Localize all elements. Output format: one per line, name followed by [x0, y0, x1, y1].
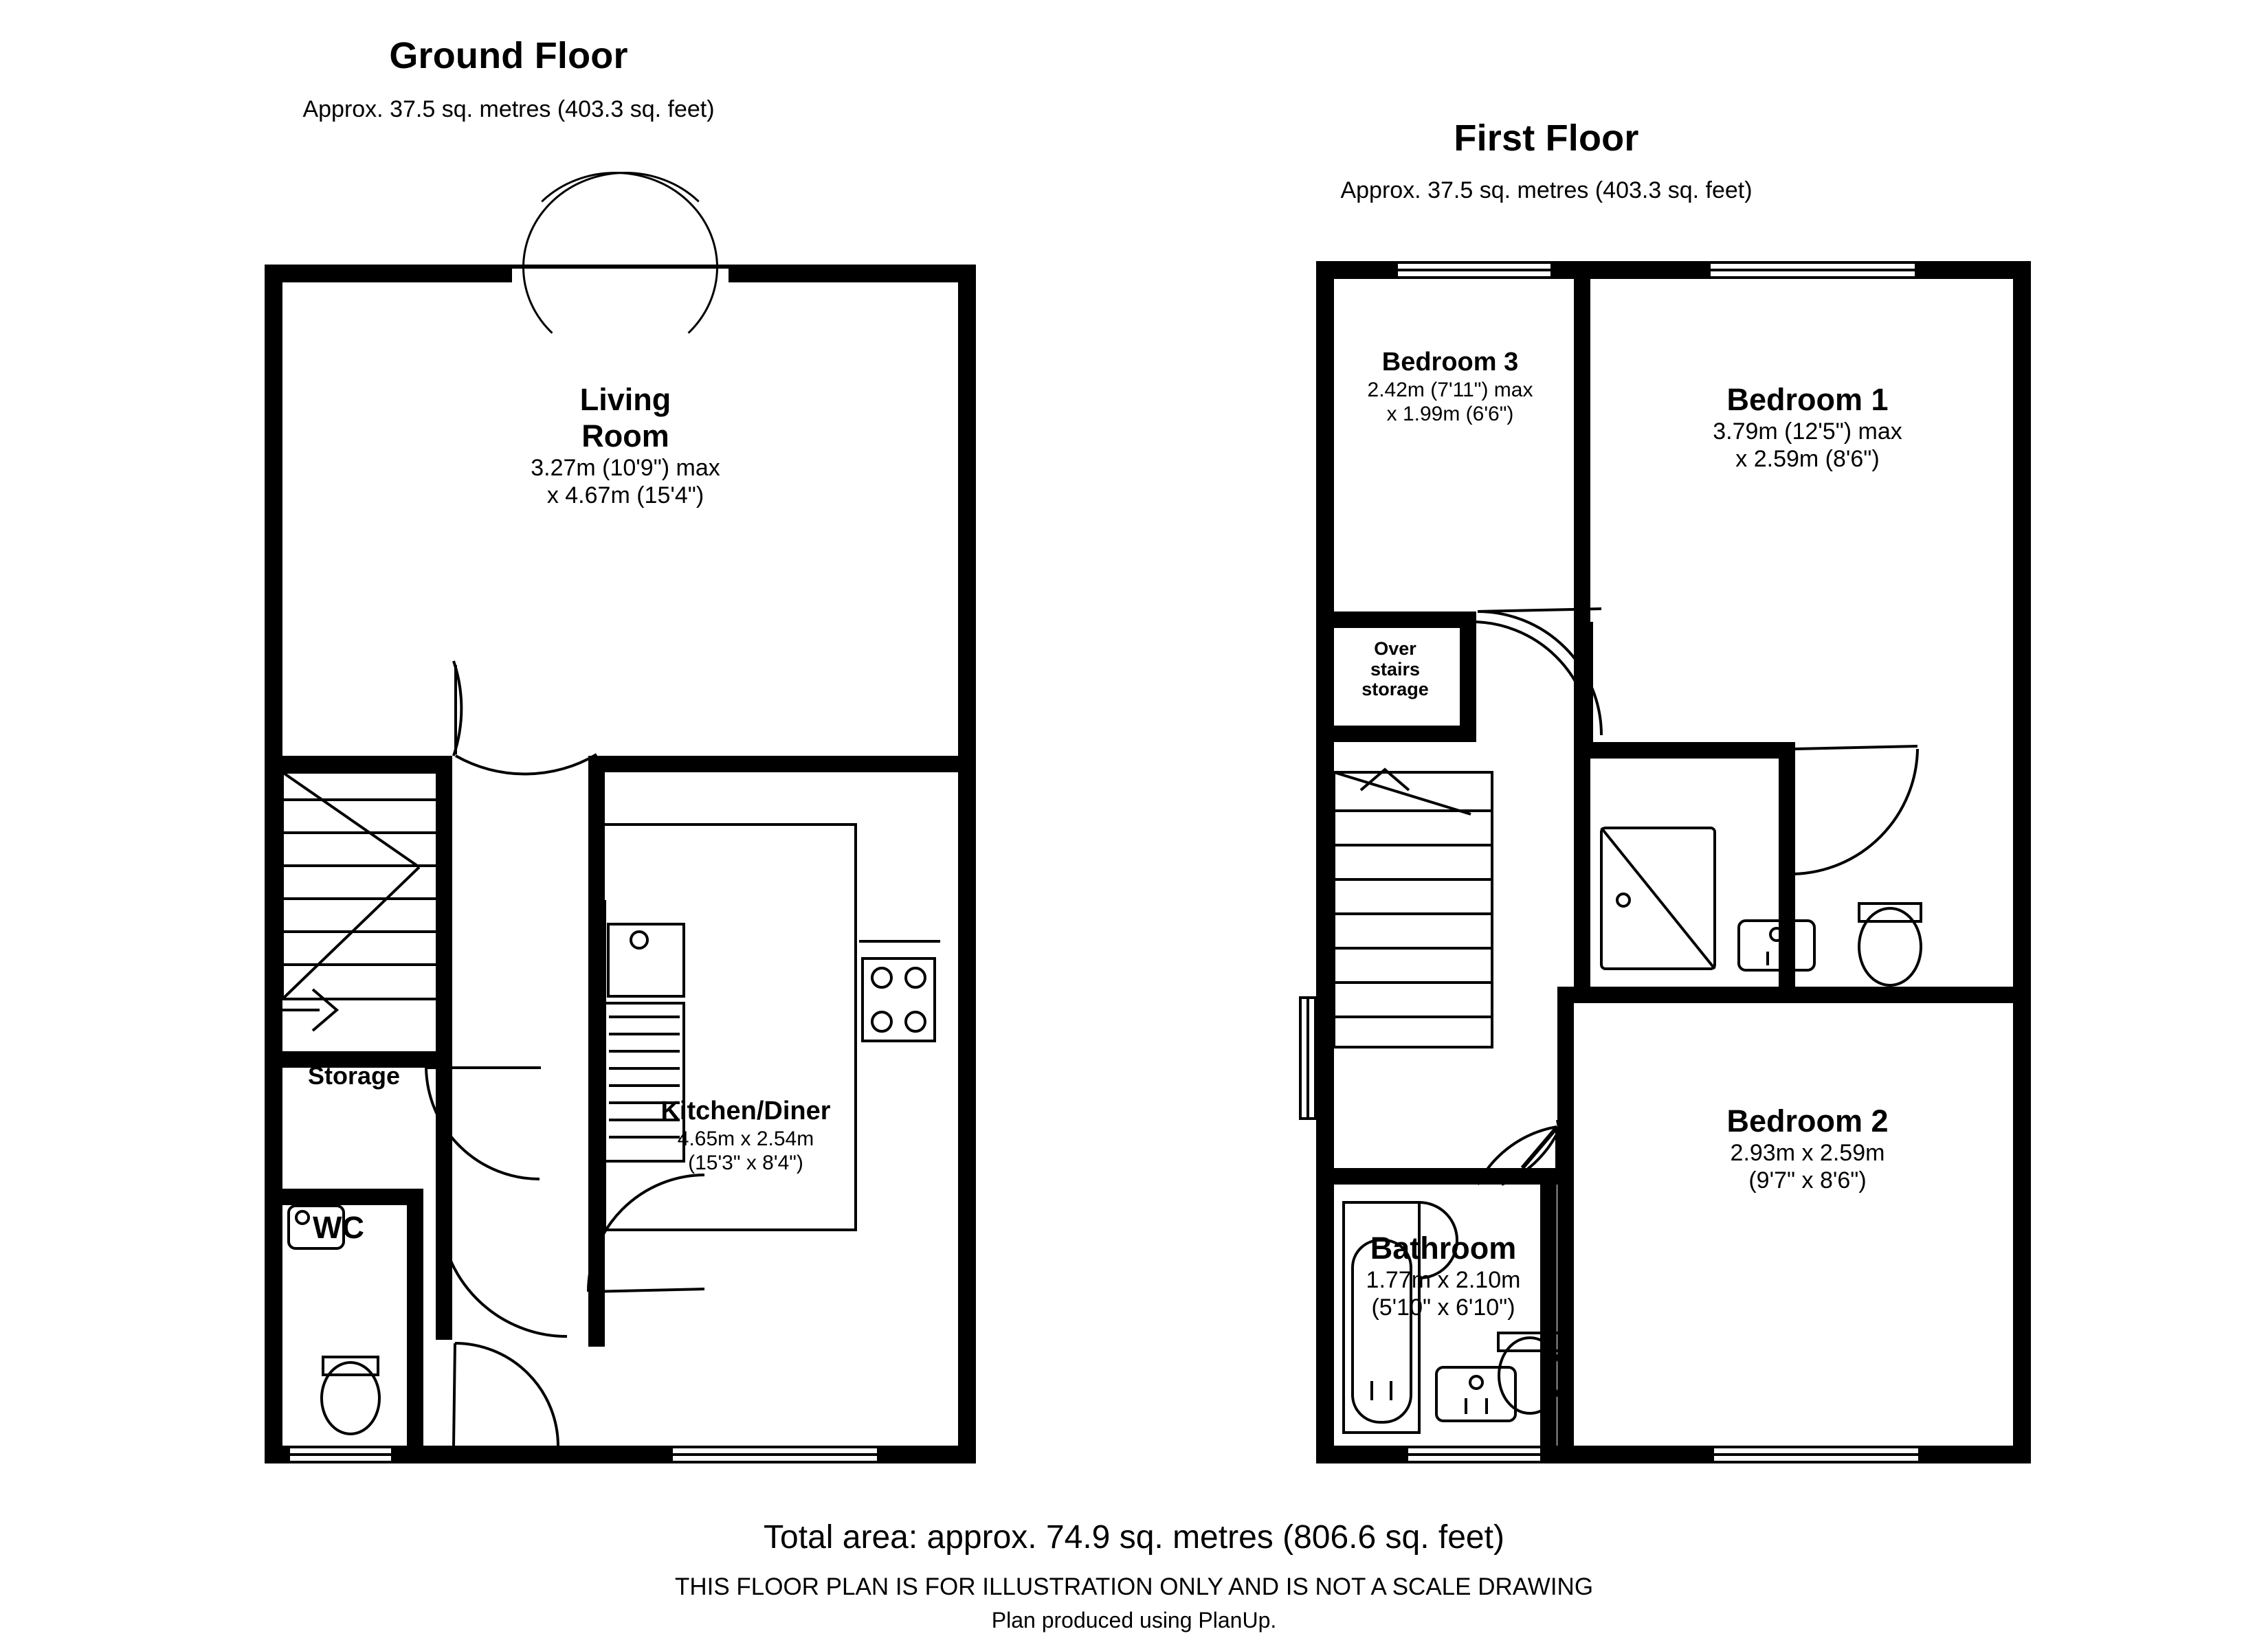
storage-name: Storage: [307, 1062, 401, 1090]
bathroom-dims-line2: (5'10" x 6'10"): [1371, 1294, 1515, 1321]
first-wall-bedroom3-right: [1574, 261, 1590, 742]
disclaimer-line-1: THIS FLOOR PLAN IS FOR ILLUSTRATION ONLY AND IS NOT A SCALE DRAWING: [674, 1573, 1594, 1600]
ground-wall-kitchen-vert: [588, 756, 605, 1347]
first-wall-overstairs-1: [1316, 612, 1474, 628]
ground-front-door-arc-right: [522, 172, 729, 363]
ground-window-wc: [287, 1446, 394, 1463]
first-staircase: [1334, 770, 1492, 1047]
first-window-bedroom1: [1708, 261, 1917, 279]
ground-floor-title: Ground Floor: [389, 35, 628, 76]
room-label-bedroom1: [1615, 381, 2000, 473]
ground-floor-subtitle: Approx. 37.5 sq. metres (403.3 sq. feet): [302, 96, 715, 122]
first-wall-ensuite-bottom: [1574, 987, 2031, 1003]
bathroom-name: Bathroom: [1370, 1231, 1517, 1266]
first-floor-subtitle: Approx. 37.5 sq. metres (403.3 sq. feet): [1340, 177, 1753, 203]
room-label-over-stairs-storage: [1320, 639, 1471, 700]
bedroom1-dims-line1: 3.79m (12'5") max: [1713, 418, 1902, 445]
ground-door-arc-hall: [456, 754, 597, 774]
ground-door-living-hall: [452, 661, 590, 774]
ground-wall-top-right: [729, 265, 976, 282]
first-wall-bedroom1-bottom: [1574, 742, 1794, 759]
first-door-arc-ensuite: [1794, 749, 1917, 874]
ground-door-arc-wc: [440, 1209, 567, 1336]
first-window-landing: [1299, 996, 1317, 1120]
ground-wall-left: [265, 265, 282, 1463]
first-floor-title: First Floor: [1454, 117, 1639, 159]
room-label-bedroom3: [1306, 347, 1594, 427]
first-window-bedroom3: [1395, 261, 1553, 279]
first-wall-ensuite-right: [1779, 742, 1795, 1003]
over-stairs-storage-line3: storage: [1361, 679, 1429, 700]
room-label-bathroom: [1299, 1230, 1588, 1321]
ground-door-arc-rear: [455, 1343, 558, 1446]
ground-wall-hall-vert: [436, 756, 452, 1340]
over-stairs-storage-line1: Over: [1374, 638, 1416, 659]
bedroom2-dims-line1: 2.93m x 2.59m: [1730, 1140, 1885, 1167]
bedroom3-dims-line1: 2.42m (7'11") max: [1367, 378, 1533, 401]
ground-wall-living-bottom: [588, 756, 976, 772]
ground-rear-door-threshold: [447, 1446, 591, 1450]
bedroom3-name: Bedroom 3: [1381, 348, 1519, 377]
ground-wall-hall-left: [265, 756, 450, 772]
first-wall-bedroom1-left: [1574, 742, 1590, 1003]
bathroom-dims-line1: 1.77m x 2.10m: [1366, 1267, 1521, 1294]
ground-door-leaf-rear: [454, 1343, 455, 1446]
living-room-dims-line2: x 4.67m (15'4"): [546, 482, 704, 509]
living-room-name-line1: Living: [579, 382, 671, 417]
kitchen-diner-dims-line2: (15'3" x 8'4"): [688, 1152, 803, 1175]
ground-staircase: [282, 772, 441, 1031]
bedroom3-dims-line2: x 1.99m (6'6"): [1386, 403, 1514, 426]
room-label-storage: [261, 1062, 447, 1090]
first-wall-overstairs-3: [1316, 726, 1474, 742]
disclaimer-line-2: Plan produced using PlanUp.: [991, 1608, 1277, 1633]
room-label-bedroom2: [1615, 1103, 2000, 1194]
over-stairs-storage-line2: stairs: [1370, 658, 1421, 680]
first-window-bedroom2: [1711, 1446, 1921, 1463]
bedroom2-name: Bedroom 2: [1726, 1103, 1889, 1138]
room-label-wc: [265, 1209, 412, 1246]
wc-name: WC: [313, 1210, 364, 1245]
first-window-bathroom: [1405, 1446, 1543, 1463]
bedroom1-name: Bedroom 1: [1726, 382, 1889, 417]
ground-door-arc-kitchen: [588, 1175, 704, 1292]
first-door-leaf-ensuite: [1795, 746, 1917, 749]
first-wall-bedroom2-left: [1557, 987, 1574, 1463]
ground-door-leaf-kitchen: [588, 1289, 704, 1292]
first-wall-right: [2013, 261, 2031, 1463]
bedroom1-dims-line2: x 2.59m (8'6"): [1735, 446, 1880, 473]
first-wall-bathroom-top: [1316, 1168, 1557, 1185]
ground-wall-right: [958, 265, 976, 1463]
bedroom2-dims-line2: (9'7" x 8'6"): [1748, 1167, 1867, 1194]
room-label-kitchen-diner: [574, 1096, 918, 1176]
ground-window-kitchen: [670, 1446, 880, 1463]
ground-wall-wc-top: [265, 1189, 423, 1205]
kitchen-diner-dims-line1: 4.65m x 2.54m: [677, 1127, 814, 1150]
kitchen-diner-name: Kitchen/Diner: [660, 1097, 831, 1125]
living-room-dims-line1: 3.27m (10'9") max: [531, 455, 720, 482]
living-room-name-line2: Room: [581, 418, 669, 454]
ensuite-fixtures: [1601, 828, 1921, 985]
total-area-text: Total area: approx. 74.9 sq. metres (806.6 sq. feet): [764, 1519, 1504, 1556]
room-label-living-room: [426, 381, 825, 509]
ground-wall-top-left: [265, 265, 512, 282]
